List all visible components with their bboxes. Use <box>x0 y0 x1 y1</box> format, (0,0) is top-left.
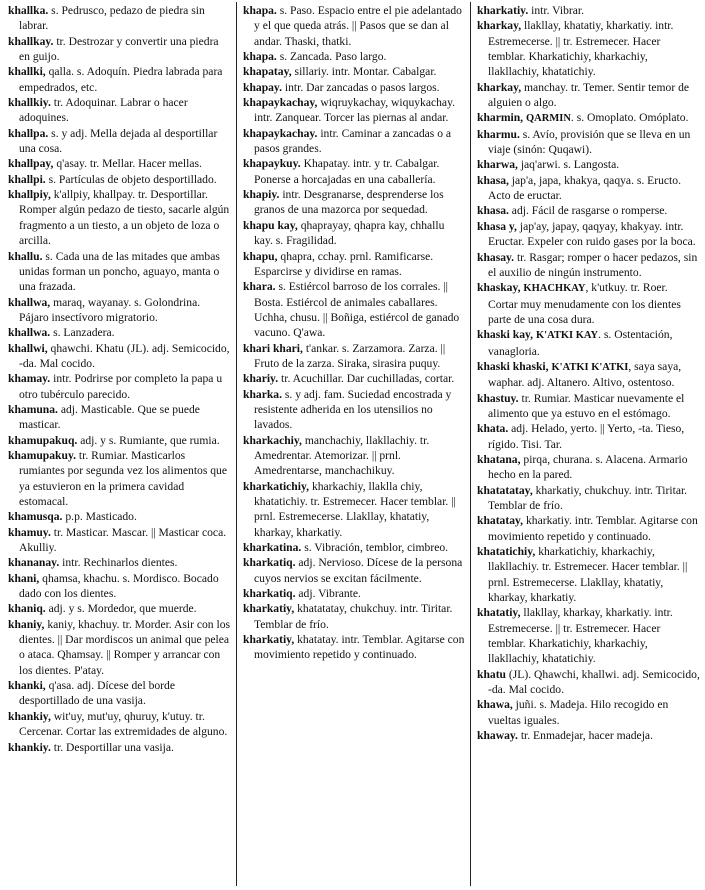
entry-headword: khallki, <box>8 65 46 79</box>
entry-variant: QARMIN <box>525 113 571 125</box>
entry-headword: khaniy, <box>8 617 45 631</box>
entry-headword: khamuna. <box>8 402 58 416</box>
entry-headword: kharkatiy. <box>477 4 529 17</box>
entry-headword: khaski kay, <box>477 328 534 342</box>
dictionary-entry <box>8 555 232 570</box>
entry-headword: khapa. <box>243 4 277 17</box>
entry-headword: khallu. <box>8 249 43 263</box>
entry-headword: khanki, <box>8 679 46 693</box>
entry-definition: tr. Rumiar. Masticarlos rumiantes por segunda vez los alimentos que ya estuvieron en la primera cavidad estomacal. <box>19 448 227 508</box>
entry-definition: adj. Helado, yerto. || Yerto, -ta. Tieso, rígido. Tisi. Tar. <box>488 422 685 451</box>
dictionary-entry <box>477 667 700 698</box>
entry-headword: kharmu. <box>477 127 520 141</box>
entry-definition: tr. Adoquinar. Labrar o hacer adoquines. <box>19 96 188 125</box>
entry-headword: khamay. <box>8 372 51 386</box>
entry-variant: KHACHKAY <box>523 283 586 295</box>
dictionary-entry <box>243 433 466 479</box>
entry-headword: kharkatiq. <box>243 556 296 570</box>
dictionary-entry <box>243 80 466 95</box>
dictionary-entry <box>477 280 700 327</box>
dictionary-entry <box>8 341 232 372</box>
dictionary-entry <box>477 483 700 514</box>
dictionary-entry <box>243 156 466 187</box>
entry-definition: qhaprayay, qhapra kay, chhallu kay. s. Fragilidad. <box>254 218 445 248</box>
entry-definition: intr. Vibrar. <box>528 4 584 17</box>
column-divider <box>470 2 471 886</box>
dictionary-entry <box>477 421 700 452</box>
dictionary-entry <box>243 601 466 632</box>
entry-headword: khapu kay, <box>243 218 298 232</box>
entry-headword: khasa, <box>477 173 509 187</box>
entry-headword: kharkatiy, <box>243 633 295 647</box>
dictionary-entry <box>477 605 700 666</box>
dictionary-entry <box>8 64 232 95</box>
entry-definition: s. Pedrusco, pedazo de piedra sin labrar. <box>19 4 205 33</box>
entry-headword: khamusqa. <box>8 510 63 524</box>
entry-definition: tr. Desportillar una vasija. <box>50 740 174 754</box>
entry-definition: tr. Masticar. Mascar. || Masticar coca. Akulliy. <box>19 525 227 555</box>
entry-definition: kharkatiy. intr. Temblar. Agitarse con movimiento repetido y continuado. <box>488 514 698 543</box>
entry-definition: s. Avío, provisión que se lleva en un viaje (sinón: Quqawi). <box>488 127 691 157</box>
entry-definition: tr. Enmadejar, hacer madeja. <box>517 729 653 743</box>
dictionary-entry <box>8 3 232 34</box>
entry-definition: k'allpiy, khallpay. tr. Desportillar. Romper algún pedazo de tiesto, sacarle algún fragmento a un tiesto, a un objeto de loza o arcilla. <box>19 188 230 248</box>
dictionary-entry <box>243 341 466 372</box>
entry-headword: kharkay, <box>477 19 522 33</box>
entry-headword: khaway. <box>477 729 518 743</box>
entry-definition: adj. y s. Mordedor, que muerde. <box>45 602 197 616</box>
dictionary-entry <box>8 156 232 171</box>
entry-headword: khapatay, <box>243 65 292 79</box>
dictionary-entry <box>243 64 466 79</box>
dictionary-entry <box>243 95 466 126</box>
dictionary-entry <box>243 371 466 386</box>
entry-definition: Khapatay. intr. y tr. Cabalgar. Ponerse a horcajadas en una caballería. <box>254 157 440 186</box>
entry-definition: kharkatichiy, kharkachiy, llakllachiy. tr. Estremecer. Hacer temblar. || prnl. Estremecerse. Llakllay, khatatiy, kharkay, kharkatiy. <box>488 545 688 605</box>
dictionary-entry <box>243 279 466 340</box>
entry-headword: khata. <box>477 422 509 436</box>
dictionary-entry <box>477 544 700 605</box>
entry-definition: (JL). Qhawchi, khallwi. adj. Semicocido, -da. Mal cocido. <box>488 667 700 697</box>
entry-definition: jap'a, japa, khakya, qaqya. s. Eructo. Acto de eructar. <box>488 173 681 203</box>
entry-definition: intr. Podrirse por completo la papa u otro tubérculo parecido. <box>19 372 223 401</box>
entry-headword: khananay. <box>8 556 60 570</box>
entry-variant: K'ATKI K'ATKI <box>551 361 629 373</box>
dictionary-entry <box>243 632 466 663</box>
entry-definition: s. Partículas de objeto desportillado. <box>45 172 217 186</box>
dictionary-entry <box>8 249 232 295</box>
entry-definition: pirqa, churana. s. Alacena. Armario hecho en la pared. <box>488 452 688 482</box>
dictionary-entry <box>243 249 466 280</box>
entry-definition: adj. Fácil de rasgarse o romperse. <box>508 204 668 218</box>
dictionary-entry <box>243 387 466 433</box>
entry-definition: intr. Dar zancadas o pasos largos. <box>282 80 440 94</box>
dictionary-entry <box>8 601 232 616</box>
entry-headword: khapa. <box>243 50 277 64</box>
entry-definition: s. Zancada. Paso largo. <box>276 50 387 64</box>
entry-definition: s. y adj. fam. Suciedad encostrada y resistente adherida en los utensilios no lavados. <box>254 387 452 432</box>
dictionary-entry <box>477 391 700 422</box>
entry-definition: jap'ay, japay, qaqyay, khakyay. intr. Eructar. Expeler con ruido gases por la boca. <box>488 219 696 249</box>
entry-definition: tr. Destrozar y convertir una piedra en guijo. <box>19 34 219 64</box>
entry-headword: khani, <box>8 571 40 585</box>
dictionary-entry <box>243 586 466 601</box>
entry-headword: kharkachiy, <box>243 433 302 447</box>
entry-headword: khastuy. <box>477 391 519 405</box>
entry-headword: khallwa. <box>8 326 51 340</box>
entry-definition: s. Lanzadera. <box>50 326 115 340</box>
entry-definition: qalla. s. Adoquín. Piedra labrada para empedrados, etc. <box>19 65 223 94</box>
entry-headword: khamupakuq. <box>8 433 78 447</box>
entry-headword: khamupakuy. <box>8 448 76 462</box>
entry-definition: intr. Caminar a zancadas o a pasos grandes. <box>254 126 452 156</box>
entry-headword: kharkatichiy, <box>243 479 310 493</box>
dictionary-entry <box>8 509 232 524</box>
entry-headword: khallpi. <box>8 172 46 186</box>
entry-definition: llakllay, khatatiy, kharkatiy. intr. Estremecerse. || tr. Estremecer. Hacer temblar. Kharkatichiy, kharkachiy, llakllachiy, khatatichiy. <box>488 19 674 79</box>
dictionary-entry <box>8 709 232 740</box>
entry-definition: jaq'arwi. s. Langosta. <box>517 158 620 172</box>
entry-definition: sillariy. intr. Montar. Cabalgar. <box>291 65 437 79</box>
dictionary-entry <box>477 513 700 544</box>
entry-headword: khasay. <box>477 250 515 264</box>
entry-definition: q'asay. tr. Mellar. Hacer mellas. <box>53 157 202 171</box>
dictionary-entry <box>243 49 466 64</box>
dictionary-entry <box>8 95 232 126</box>
entry-headword: kharkatiq. <box>243 587 296 601</box>
column-divider <box>236 2 237 886</box>
entry-headword: khaniq. <box>8 602 46 616</box>
entry-variant: K'ATKI KAY <box>535 330 599 342</box>
entry-definition: p.p. Masticado. <box>62 510 137 524</box>
dictionary-entry <box>8 126 232 157</box>
entry-headword: khatatay, <box>477 514 524 528</box>
entry-definition: , saya saya, waphar. adj. Altanero. Altivo, ostentoso. <box>488 359 682 390</box>
entry-definition: kharkatiy, chukchuy. intr. Tiritar. Temblar de frío. <box>488 483 688 512</box>
column-1 <box>8 3 232 887</box>
entry-definition: llakllay, kharkay, kharkatiy. intr. Estremecerse. || tr. Estremecer. Hacer temblar. Kharkatichiy, kharkachiy, llakllachiy, khatatichiy. <box>488 606 673 666</box>
dictionary-entry <box>477 80 700 111</box>
entry-headword: kharka. <box>243 387 282 401</box>
dictionary-entry <box>8 448 232 509</box>
entry-headword: khallka. <box>8 4 49 17</box>
dictionary-entry <box>477 359 700 391</box>
dictionary-entry <box>243 126 466 157</box>
dictionary-entry <box>8 433 232 448</box>
entry-headword: khatatichiy, <box>477 545 536 559</box>
dictionary-entry <box>243 218 466 249</box>
entry-headword: khallkay. <box>8 34 54 48</box>
entry-headword: khatatiy, <box>477 606 521 620</box>
column-3 <box>477 3 700 887</box>
entry-headword: khapaykachay. <box>243 126 318 140</box>
dictionary-entry <box>8 525 232 556</box>
entry-definition: s. Estiércol barroso de los corrales. || Bosta. Estiércol de animales caballares. Uchha, chusu. || Boñiga, estiércol de ganado vacuno. Q'awa. <box>254 280 460 340</box>
dictionary-entry <box>243 479 466 540</box>
entry-headword: khallkiy. <box>8 96 51 110</box>
entry-definition: s. Cada una de las mitades que ambas unidas forman un poncho, aguayo, manta o una frazada. <box>19 249 220 294</box>
entry-headword: khallpa. <box>8 126 49 140</box>
entry-definition: tr. Rumiar. Masticar nuevamente el alimento que ya estuvo en el estómago. <box>488 391 685 420</box>
entry-definition: qhawchi. Khatu (JL). adj. Semicocido, -da. Mal cocido. <box>19 341 230 370</box>
entry-definition: qhamsa, khachu. s. Mordisco. Bocado dado con los dientes. <box>19 571 219 601</box>
entry-definition: . s. Ostentación, vanagloria. <box>488 328 673 358</box>
entry-headword: kharwa, <box>477 158 518 172</box>
dictionary-entry <box>8 617 232 678</box>
entry-headword: kharmin, <box>477 111 524 125</box>
dictionary-entry <box>477 250 700 281</box>
entry-definition: q'asa. adj. Dícese del borde desportillado de una vasija. <box>19 679 175 708</box>
entry-headword: kharkatina. <box>243 541 302 555</box>
entry-headword: khapu, <box>243 249 278 263</box>
entry-headword: khatatatay, <box>477 483 533 497</box>
dictionary-entry <box>8 325 232 340</box>
entry-headword: khaski khaski, <box>477 359 549 373</box>
dictionary-entry <box>243 555 466 586</box>
entry-headword: khari khari, <box>243 341 303 355</box>
entry-headword: khallpay, <box>8 157 54 171</box>
entry-headword: khaskay, <box>477 281 521 295</box>
entry-headword: khapaykuy. <box>243 157 301 171</box>
entry-headword: khamuy. <box>8 525 51 539</box>
entry-headword: khapiy. <box>243 188 280 202</box>
entry-headword: khapay. <box>243 80 282 94</box>
dictionary-entry <box>477 127 700 158</box>
entry-headword: khawa, <box>477 698 513 712</box>
entry-definition: adj. Masticable. Que se puede masticar. <box>19 402 200 432</box>
entry-headword: khapaykachay, <box>243 96 318 110</box>
dictionary-entry <box>243 3 466 49</box>
entry-definition: adj. Nervioso. Dícese de la persona cuyos nervios se excitan fácilmente. <box>254 556 463 585</box>
dictionary-entry <box>477 173 700 204</box>
entry-definition: manchachiy, llakllachiy. tr. Amedrentar. Atemorizar. || prnl. Amedrentarse, manchachikuy. <box>254 433 430 478</box>
dictionary-entry <box>477 203 700 218</box>
dictionary-entry <box>8 678 232 709</box>
entry-definition: maraq, wayanay. s. Golondrina. Pájaro insectívoro migratorio. <box>19 295 201 324</box>
entry-headword: khatu <box>477 667 507 681</box>
entry-definition: , k'utkuy. tr. Roer. Cortar muy menudamente con los dientes parte de una cosa dura. <box>488 281 681 326</box>
entry-definition: manchay. tr. Temer. Sentir temor de alguien o algo. <box>488 80 690 110</box>
entry-definition: khatatatay, chukchuy. intr. Tiritar. Temblar de frío. <box>254 602 453 631</box>
entry-definition: intr. Rechinarlos dientes. <box>59 556 178 570</box>
entry-definition: tr. Rasgar; romper o hacer pedazos, sin el auxilio de ningún instrumento. <box>488 250 698 279</box>
dictionary-entry <box>8 295 232 326</box>
dictionary-entry <box>477 157 700 172</box>
dictionary-entry <box>8 571 232 602</box>
entry-definition: s. y adj. Mella dejada al desportillar una cosa. <box>19 126 218 156</box>
entry-definition: khatatay. intr. Temblar. Agitarse con movimiento repetido y continuado. <box>254 633 465 662</box>
entry-headword: khatana, <box>477 452 521 466</box>
entry-definition: wit'uy, mut'uy, qhuruy, k'utuy. tr. Cercenar. Cortar las extremidades de alguno. <box>19 709 228 739</box>
entry-definition: s. Vibración, temblor, cimbreo. <box>301 541 449 555</box>
entry-definition: s. Paso. Espacio entre el pie adelantado y el que queda atrás. || Pasos que se dan al andar. Thaski, thatki. <box>254 4 462 48</box>
dictionary-entry <box>477 110 700 126</box>
entry-definition: . s. Omoplato. Omóplato. <box>570 111 689 125</box>
dictionary-entry <box>477 728 700 743</box>
column-2 <box>243 3 466 887</box>
entry-definition: t'ankar. s. Zarzamora. Zarza. || Fruto de la zarza. Siraka, sirasira puquy. <box>254 341 446 370</box>
dictionary-entry <box>477 18 700 79</box>
entry-definition: kharkachiy, llaklla chiy, khatatichiy. tr. Estremecer. Hacer temblar. || prnl. Estremecerse. Llakllay, khatatiy, kharkay, kharkatiy. <box>254 479 456 539</box>
entry-headword: khariy. <box>243 372 279 386</box>
entry-definition: qhapra, cchay. prnl. Ramificarse. Esparcirse y dividirse en ramas. <box>254 249 434 278</box>
entry-definition: wiqruykachay, wiquykachay. intr. Zanquear. Torcer las piernas al andar. <box>254 96 456 125</box>
entry-definition: intr. Desgranarse, desprenderse los granos de una mazorca por sequedad. <box>254 188 444 217</box>
dictionary-entry <box>477 697 700 728</box>
entry-headword: khallwa, <box>8 295 51 309</box>
entry-headword: khankiy, <box>8 709 51 723</box>
entry-headword: khallpiy, <box>8 188 51 202</box>
entry-headword: kharkatiy, <box>243 602 295 616</box>
entry-definition: tr. Acuchillar. Dar cuchilladas, cortar. <box>278 372 455 386</box>
dictionary-entry <box>8 740 232 755</box>
entry-definition: kaniy, khachuy. tr. Morder. Asir con los dientes. || Dar mordiscos un animal que pelea o ataca. Qhamsay. || Romper y arrancar con los dientes. P'atay. <box>19 617 230 677</box>
entry-headword: khallwi, <box>8 341 48 355</box>
entry-definition: adj. y s. Rumiante, que rumia. <box>77 433 220 447</box>
dictionary-entry <box>477 219 700 250</box>
dictionary-entry <box>8 371 232 402</box>
dictionary-entry <box>477 452 700 483</box>
entry-headword: khasa. <box>477 204 509 218</box>
entry-headword: khankiy. <box>8 740 51 754</box>
dictionary-entry <box>8 172 232 187</box>
dictionary-entry <box>243 540 466 555</box>
dictionary-entry <box>8 402 232 433</box>
dictionary-entry <box>477 327 700 359</box>
entry-headword: khasa y, <box>477 219 517 233</box>
dictionary-entry <box>8 187 232 248</box>
entry-definition: adj. Vibrante. <box>295 587 361 601</box>
dictionary-entry <box>8 34 232 65</box>
entry-definition: juñi. s. Madeja. Hilo recogido en vueltas iguales. <box>488 698 669 727</box>
dictionary-entry <box>243 187 466 218</box>
entry-headword: kharkay, <box>477 80 522 94</box>
dictionary-entry <box>477 3 700 18</box>
entry-headword: khara. <box>243 280 276 294</box>
